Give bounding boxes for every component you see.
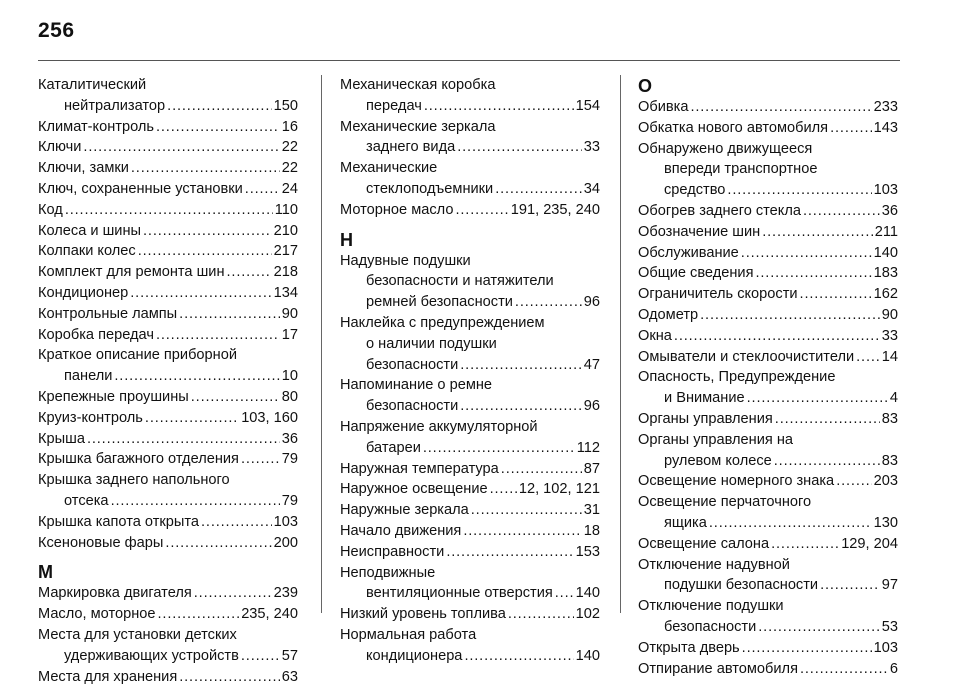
dot-leader xyxy=(747,388,888,409)
header-rule xyxy=(38,60,900,61)
index-entry xyxy=(638,555,898,597)
entry-text: Крышка багажного отделения xyxy=(38,451,239,468)
dot-leader xyxy=(241,646,280,667)
entry-text: Отключение подушки xyxy=(638,598,784,615)
entry-page-ref: 87 xyxy=(583,460,600,477)
entry-text: и Внимание xyxy=(664,390,745,407)
entry-page-ref: 102 xyxy=(575,606,600,623)
index-entry xyxy=(340,604,600,625)
entry-text: стеклоподъемники xyxy=(366,180,494,197)
dot-leader xyxy=(423,438,575,459)
entry-text: Крепежные проушины xyxy=(38,388,189,405)
entry-text: Начало движения xyxy=(340,522,462,539)
index-entry xyxy=(340,500,600,521)
entry-text: Масло, моторное xyxy=(38,606,156,623)
index-entry xyxy=(340,479,600,500)
dot-leader xyxy=(803,201,880,222)
page-number: 256 xyxy=(38,19,75,42)
entry-page-ref: 217 xyxy=(273,243,298,260)
entry-text: Освещение перчаточного xyxy=(638,494,812,511)
index-entry xyxy=(638,347,898,368)
entry-page-ref: 90 xyxy=(881,306,898,323)
entry-text: Места для хранения xyxy=(38,668,178,685)
index-entry xyxy=(638,243,898,264)
index-entry xyxy=(38,75,298,117)
index-entry xyxy=(38,241,298,262)
entry-page-ref: 83 xyxy=(881,452,898,469)
dot-leader xyxy=(158,604,240,625)
entry-page-ref: 80 xyxy=(281,388,298,405)
dot-leader xyxy=(167,96,271,117)
entry-page-ref: 83 xyxy=(881,410,898,427)
entry-page-ref: 110 xyxy=(274,201,298,218)
entry-page-ref: 47 xyxy=(583,356,600,373)
index-entry xyxy=(340,625,600,667)
dot-leader xyxy=(457,137,582,158)
entry-text: Колпаки колес xyxy=(38,243,136,260)
entry-text: Обслуживание xyxy=(638,244,739,261)
index-entry xyxy=(638,201,898,222)
entry-text: о наличии подушки xyxy=(366,335,497,352)
index-entry xyxy=(638,139,898,201)
entry-text: Отпирание автомобиля xyxy=(638,660,798,677)
entry-text: передач xyxy=(366,97,422,114)
dot-leader xyxy=(191,387,280,408)
dot-leader xyxy=(771,534,839,555)
index-entry xyxy=(38,408,298,429)
section-letter: Н xyxy=(340,229,353,250)
entry-page-ref: 103, 160 xyxy=(241,409,298,426)
dot-leader xyxy=(709,513,872,534)
entry-text: Крышка заднего напольного xyxy=(38,472,230,489)
entry-text: безопасности xyxy=(366,356,459,373)
index-entry xyxy=(638,305,898,326)
dot-leader xyxy=(464,646,573,667)
entry-text: средство xyxy=(664,182,726,199)
entry-text: Обнаружено движущееся xyxy=(638,140,813,157)
dot-leader xyxy=(201,512,272,533)
dot-leader xyxy=(727,180,871,201)
entry-text: Колеса и шины xyxy=(38,222,142,239)
entry-text: заднего вида xyxy=(366,139,456,156)
index-entry xyxy=(38,449,298,470)
entry-page-ref: 96 xyxy=(583,398,600,415)
dot-leader xyxy=(856,347,880,368)
entry-text: Наружное освещение xyxy=(340,481,488,498)
entry-text: Обозначение шин xyxy=(638,223,761,240)
entry-text: Наклейка с предупреждением xyxy=(340,314,545,331)
index-entry xyxy=(38,429,298,450)
dot-leader xyxy=(463,521,581,542)
entry-page-ref: 143 xyxy=(873,119,898,136)
index-entry xyxy=(638,118,898,139)
index-entry xyxy=(340,375,600,417)
dot-leader xyxy=(114,366,279,387)
entry-page-ref: 14 xyxy=(881,348,898,365)
entry-page-ref: 97 xyxy=(881,577,898,594)
entry-text: Напряжение аккумуляторной xyxy=(340,418,538,435)
index-entry xyxy=(638,97,898,118)
entry-text: Напоминание о ремне xyxy=(340,377,493,394)
dot-leader xyxy=(130,283,271,304)
entry-text: Обивка xyxy=(638,99,689,115)
dot-leader xyxy=(800,659,888,680)
entry-text: Коробка передач xyxy=(38,326,154,343)
dot-leader xyxy=(555,583,574,604)
entry-page-ref: 22 xyxy=(281,139,298,156)
dot-leader xyxy=(515,292,582,313)
entry-text: Ксеноновые фары xyxy=(38,534,164,551)
dot-leader xyxy=(143,221,272,242)
index-entry xyxy=(38,470,298,512)
entry-page-ref: 129, 204 xyxy=(841,535,898,552)
entry-page-ref: 24 xyxy=(281,180,298,197)
entry-text: нейтрализатор xyxy=(64,97,166,114)
index-entry xyxy=(638,222,898,243)
dot-leader xyxy=(775,409,880,430)
index-column-2 xyxy=(340,75,600,667)
entry-page-ref: 235, 240 xyxy=(241,606,298,623)
dot-leader xyxy=(836,471,871,492)
dot-leader xyxy=(774,451,880,472)
entry-page-ref: 79 xyxy=(281,451,298,468)
dot-leader xyxy=(460,355,582,376)
entry-text: ремней безопасности xyxy=(366,294,513,311)
dot-leader xyxy=(800,284,872,305)
index-entry xyxy=(38,179,298,200)
dot-leader xyxy=(145,408,239,429)
entry-text: Ограничитель скорости xyxy=(638,286,798,303)
entry-text: Низкий уровень топлива xyxy=(340,606,506,623)
index-entry xyxy=(638,534,898,555)
entry-page-ref: 153 xyxy=(575,543,600,560)
entry-page-ref: 233 xyxy=(873,99,898,115)
dot-leader xyxy=(495,179,582,200)
dot-leader xyxy=(87,429,280,450)
entry-text: Моторное масло xyxy=(340,201,454,218)
index-entry xyxy=(38,604,298,625)
dot-leader xyxy=(700,305,880,326)
entry-page-ref: 33 xyxy=(881,327,898,344)
dot-leader xyxy=(690,97,871,118)
entry-page-ref: 239 xyxy=(273,585,298,602)
dot-leader xyxy=(179,304,280,325)
entry-text: безопасности xyxy=(366,398,459,415)
entry-text: Омыватели и стеклоочистители xyxy=(638,348,855,365)
entry-text: Наружная температура xyxy=(340,460,499,477)
entry-page-ref: 103 xyxy=(873,639,898,656)
entry-text: Маркировка двигателя xyxy=(38,585,192,602)
entry-page-ref: 162 xyxy=(873,286,898,303)
index-entry xyxy=(638,638,898,659)
entry-page-ref: 36 xyxy=(281,430,298,447)
index-entry xyxy=(38,325,298,346)
entry-text: отсека xyxy=(64,492,109,509)
entry-text: Освещение номерного знака xyxy=(638,473,835,490)
entry-page-ref: 57 xyxy=(281,647,298,664)
index-column-3 xyxy=(638,75,898,679)
index-entry xyxy=(38,583,298,604)
index-entry xyxy=(38,667,298,687)
dot-leader xyxy=(156,117,280,138)
entry-page-ref: 154 xyxy=(575,97,600,114)
entry-page-ref: 36 xyxy=(881,202,898,219)
dot-leader xyxy=(156,325,280,346)
index-entry xyxy=(340,563,600,605)
section-letter: О xyxy=(638,76,653,96)
entry-page-ref: 130 xyxy=(873,514,898,531)
dot-leader xyxy=(179,667,280,687)
index-entry xyxy=(38,158,298,179)
entry-page-ref: 17 xyxy=(281,326,298,343)
entry-text: Окна xyxy=(638,327,672,344)
dot-leader xyxy=(508,604,574,625)
entry-text: Крышка капота открыта xyxy=(38,513,200,530)
entry-page-ref: 79 xyxy=(281,492,298,509)
dot-leader xyxy=(446,542,573,563)
entry-text: удерживающих устройств xyxy=(64,647,239,664)
entry-text: Круиз-контроль xyxy=(38,409,143,426)
entry-text: Крыша xyxy=(38,430,85,447)
dot-leader xyxy=(762,222,873,243)
index-entry xyxy=(38,117,298,138)
column-divider xyxy=(620,75,621,613)
entry-text: кондиционера xyxy=(366,647,463,664)
entry-page-ref: 90 xyxy=(281,305,298,322)
entry-page-ref: 33 xyxy=(583,139,600,156)
entry-text: безопасности xyxy=(664,618,757,635)
dot-leader xyxy=(245,179,280,200)
index-entry xyxy=(638,263,898,284)
index-entry xyxy=(340,117,600,159)
index-entry xyxy=(340,542,600,563)
entry-text: Ключ, сохраненные установки xyxy=(38,180,243,197)
index-entry xyxy=(38,387,298,408)
entry-text: Открыта дверь xyxy=(638,639,740,656)
index-entry xyxy=(638,659,898,680)
entry-text: Органы управления xyxy=(638,410,773,427)
entry-text: вентиляционные отверстия xyxy=(366,585,553,602)
dot-leader xyxy=(194,583,272,604)
entry-page-ref: 6 xyxy=(889,660,898,677)
dot-leader xyxy=(674,326,880,347)
dot-leader xyxy=(227,262,272,283)
entry-page-ref: 203 xyxy=(873,473,898,490)
entry-text: Комплект для ремонта шин xyxy=(38,264,225,281)
entry-text: Кондиционер xyxy=(38,284,129,301)
index-entry xyxy=(38,200,298,221)
entry-text: Надувные подушки xyxy=(340,252,471,269)
entry-text: Ключи xyxy=(38,139,82,156)
dot-leader xyxy=(741,243,872,264)
entry-text: безопасности и натяжители xyxy=(366,273,554,290)
entry-page-ref: 183 xyxy=(873,265,898,282)
entry-page-ref: 150 xyxy=(273,97,298,114)
entry-text: Контрольные лампы xyxy=(38,305,178,322)
entry-text: Климат-контроль xyxy=(38,118,154,135)
entry-text: подушки безопасности xyxy=(664,577,819,594)
index-entry xyxy=(340,313,600,375)
entry-text: Одометр xyxy=(638,306,699,323)
index-entry xyxy=(638,367,898,409)
entry-page-ref: 31 xyxy=(583,502,600,519)
dot-leader xyxy=(65,200,273,221)
entry-page-ref: 63 xyxy=(281,668,298,685)
entry-page-ref: 18 xyxy=(583,522,600,539)
entry-text: Нормальная работа xyxy=(340,626,477,643)
entry-text: Освещение салона xyxy=(638,535,770,552)
entry-page-ref: 211 xyxy=(874,223,898,240)
index-entry xyxy=(638,409,898,430)
entry-text: рулевом колесе xyxy=(664,452,772,469)
entry-page-ref: 140 xyxy=(873,244,898,261)
entry-text: Механические xyxy=(340,160,438,177)
entry-page-ref: 191, 235, 240 xyxy=(510,201,600,218)
entry-text: Механические зеркала xyxy=(340,118,496,135)
entry-text: Обогрев заднего стекла xyxy=(638,202,801,219)
index-entry xyxy=(638,596,898,638)
entry-page-ref: 53 xyxy=(881,618,898,635)
entry-text: Опасность, Предупреждение xyxy=(638,369,836,386)
index-entry xyxy=(38,625,298,667)
entry-page-ref: 12, 102, 121 xyxy=(518,481,600,498)
dot-leader xyxy=(131,158,280,179)
entry-page-ref: 112 xyxy=(576,439,600,456)
dot-leader xyxy=(83,137,279,158)
entry-text: ящика xyxy=(664,514,707,531)
index-entry xyxy=(638,284,898,305)
entry-text: Неисправности xyxy=(340,543,445,560)
dot-leader xyxy=(138,241,272,262)
index-entry xyxy=(340,75,600,117)
index-entry xyxy=(340,251,600,313)
index-entry xyxy=(340,200,600,221)
index-entry xyxy=(38,137,298,158)
dot-leader xyxy=(241,449,280,470)
dot-leader xyxy=(424,96,574,117)
index-entry xyxy=(340,158,600,200)
dot-leader xyxy=(501,459,582,480)
index-entry xyxy=(38,512,298,533)
dot-leader xyxy=(758,617,880,638)
entry-text: впереди транспортное xyxy=(664,161,818,178)
index-entry xyxy=(638,326,898,347)
entry-text: панели xyxy=(64,368,113,385)
dot-leader xyxy=(471,500,582,521)
entry-text: Отключение надувной xyxy=(638,556,790,573)
index-entry xyxy=(38,345,298,387)
entry-page-ref: 16 xyxy=(281,118,298,135)
dot-leader xyxy=(820,575,880,596)
entry-text: Каталитический xyxy=(38,77,147,93)
entry-page-ref: 34 xyxy=(583,180,600,197)
entry-page-ref: 22 xyxy=(281,160,298,177)
entry-text: Ключи, замки xyxy=(38,160,129,177)
index-entry xyxy=(340,521,600,542)
entry-text: Органы управления на xyxy=(638,431,794,448)
entry-page-ref: 103 xyxy=(273,513,298,530)
index-column-1 xyxy=(38,75,298,687)
index-entry xyxy=(638,492,898,534)
dot-leader xyxy=(111,491,280,512)
column-divider xyxy=(321,75,322,613)
dot-leader xyxy=(755,263,871,284)
entry-page-ref: 103 xyxy=(873,182,898,199)
dot-leader xyxy=(490,479,517,500)
dot-leader xyxy=(165,533,271,554)
entry-page-ref: 200 xyxy=(273,534,298,551)
entry-page-ref: 140 xyxy=(575,647,600,664)
entry-page-ref: 96 xyxy=(583,294,600,311)
entry-text: батареи xyxy=(366,439,421,456)
entry-text: Краткое описание приборной xyxy=(38,347,237,364)
dot-leader xyxy=(742,638,872,659)
entry-text: Наружные зеркала xyxy=(340,502,469,519)
index-entry xyxy=(340,459,600,480)
index-entry xyxy=(340,417,600,459)
entry-page-ref: 134 xyxy=(273,284,298,301)
index-entry xyxy=(38,262,298,283)
index-entry xyxy=(638,430,898,472)
dot-leader xyxy=(460,396,582,417)
entry-text: Места для установки детских xyxy=(38,626,237,643)
dot-leader xyxy=(830,118,872,139)
entry-text: Обкатка нового автомобиля xyxy=(638,119,829,136)
entry-text: Общие сведения xyxy=(638,265,754,282)
index-entry xyxy=(638,471,898,492)
entry-text: Неподвижные xyxy=(340,564,436,581)
entry-page-ref: 140 xyxy=(575,585,600,602)
section-letter: М xyxy=(38,562,53,583)
entry-page-ref: 10 xyxy=(281,368,298,385)
index-entry xyxy=(38,304,298,325)
entry-page-ref: 210 xyxy=(273,222,298,239)
entry-text: Код xyxy=(38,201,63,218)
entry-page-ref: 4 xyxy=(889,390,898,407)
index-entry xyxy=(38,533,298,554)
entry-page-ref: 218 xyxy=(273,264,298,281)
index-entry xyxy=(38,283,298,304)
dot-leader xyxy=(455,200,508,221)
entry-text: Механическая коробка xyxy=(340,77,496,93)
index-entry xyxy=(38,221,298,242)
